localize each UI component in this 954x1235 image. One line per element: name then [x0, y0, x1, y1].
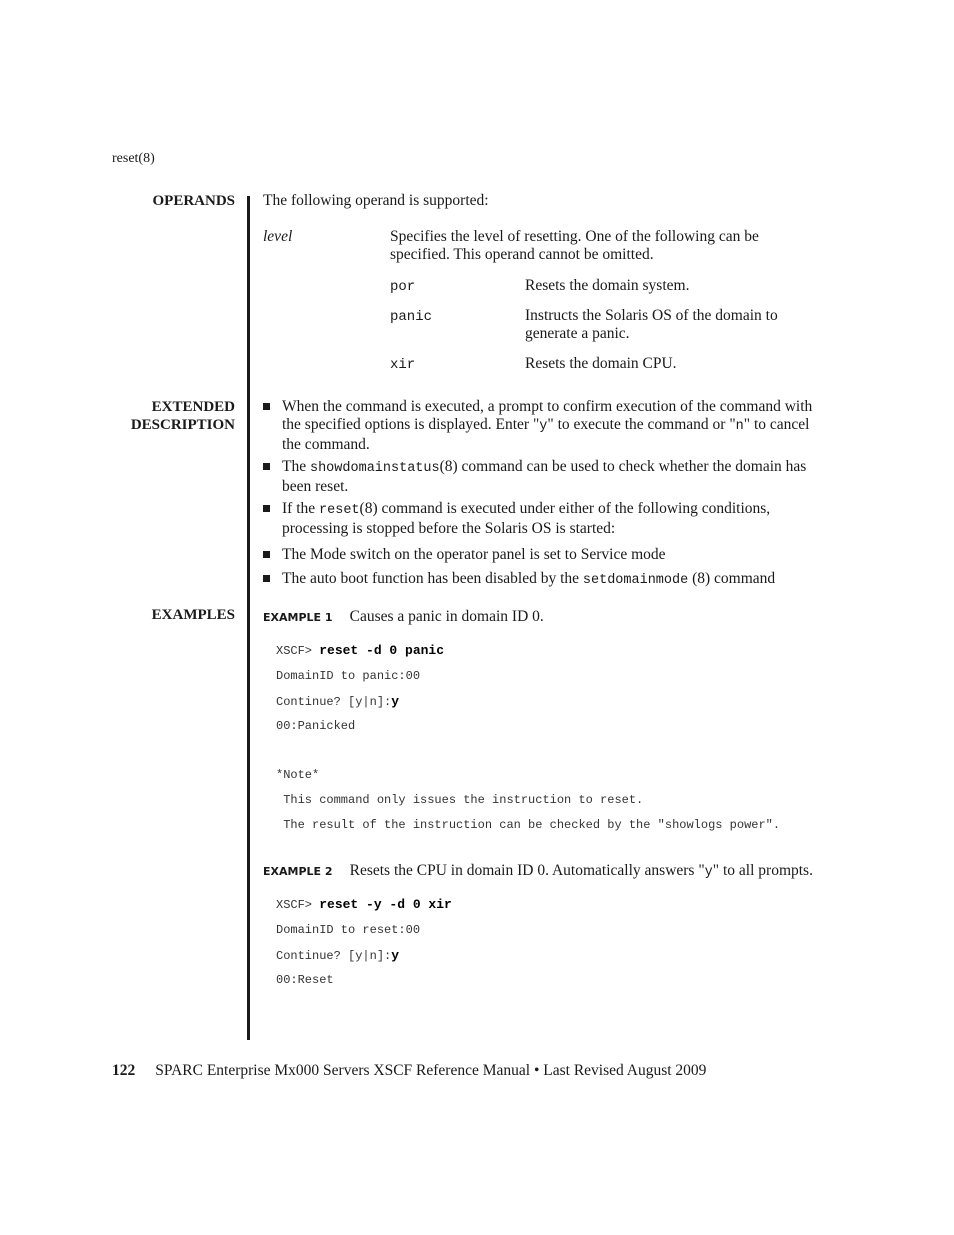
- bullet3-command: reset: [319, 503, 360, 518]
- level-value-xir-desc: Resets the domain CPU.: [525, 355, 677, 372]
- bullet-text: [282, 500, 827, 538]
- example-2-caption-y: y: [704, 865, 713, 880]
- level-value-xir: xir: [390, 357, 416, 373]
- bullet1-n-key: n: [735, 419, 744, 434]
- bullet1-text-c: " to cancel the command.: [282, 416, 810, 453]
- bullet2-text-a: The: [282, 458, 310, 475]
- bullet1-y-key: y: [539, 419, 548, 434]
- operand-level-description: Specifies the level of resetting. One of the following can be specified. This operand cannot be omitted.: [390, 228, 759, 263]
- example-2-caption-text: [350, 862, 813, 879]
- bullet1-text-a: When the command is executed, a prompt to confirm execution of the command with the specified options is displayed. Enter ": [282, 398, 813, 433]
- example-1-note-line2: The result of the instruction can be checked by the "showlogs power".: [276, 818, 781, 832]
- continue-answer: y: [391, 948, 400, 963]
- example-1-caption-text: Causes a panic in domain ID 0.: [349, 608, 544, 625]
- example-2-caption-a: Resets the CPU in domain ID 0. Automatically answers ": [349, 862, 705, 879]
- examples-heading: EXAMPLES: [151, 607, 235, 623]
- footer-text: SPARC Enterprise Mx000 Servers XSCF Reference Manual • Last Revised August 2009: [155, 1062, 707, 1079]
- bullet5-text-a: The auto boot function has been disabled by the: [282, 570, 583, 587]
- bullet2-command: showdomainstatus: [309, 461, 440, 476]
- operand-term-level: level: [263, 228, 293, 245]
- example-1-output-result: 00:Panicked: [276, 719, 356, 733]
- bullet2-text-b: (8) command can be used to check whether the domain has been reset.: [282, 458, 807, 495]
- example-2-label: EXAMPLE 2: [263, 865, 333, 878]
- bullet-square-icon: [263, 505, 270, 512]
- example-1-command: reset -d 0 panic: [319, 643, 445, 658]
- bullet-square-icon: [263, 551, 270, 558]
- shell-prompt: XSCF>: [276, 898, 320, 912]
- continue-prompt: Continue? [y|n]:: [276, 949, 392, 963]
- example-2-command-line: [276, 897, 452, 912]
- page-number: 122: [112, 1062, 136, 1079]
- continue-prompt: Continue? [y|n]:: [276, 695, 392, 709]
- bullet-square-icon: [263, 575, 270, 582]
- example-2-output-result: 00:Reset: [276, 973, 334, 987]
- example-2-caption-b: " to all prompts.: [712, 862, 813, 879]
- continue-answer: y: [391, 694, 400, 709]
- example-1-output-continue: [276, 694, 399, 709]
- section-divider-rule: [247, 196, 250, 1040]
- bullet5-text-b: (8) command: [688, 570, 776, 587]
- example-1-output-domainid: DomainID to panic:00: [276, 669, 421, 683]
- example-1-note-line1: This command only issues the instruction to reset.: [276, 793, 644, 807]
- shell-prompt: XSCF>: [276, 644, 320, 658]
- example-2-command: reset -y -d 0 xir: [319, 897, 452, 912]
- bullet-text: [282, 458, 827, 496]
- bullet-square-icon: [263, 463, 270, 470]
- example-2-output-continue: [276, 948, 399, 963]
- level-value-panic-desc: Instructs the Solaris OS of the domain to generate a panic.: [525, 307, 778, 342]
- example-1-command-line: [276, 643, 444, 658]
- operands-heading: OPERANDS: [152, 193, 235, 209]
- example-2-caption: [263, 860, 843, 882]
- bullet-square-icon: [263, 403, 270, 410]
- example-1-caption: [263, 606, 823, 626]
- bullet3-text-a: If the: [282, 500, 320, 517]
- bullet-text: [282, 398, 827, 454]
- bullet-text: [282, 570, 827, 590]
- level-value-por: por: [390, 279, 416, 295]
- page-footer: [112, 1062, 706, 1080]
- operands-intro: The following operand is supported:: [263, 192, 489, 209]
- level-value-por-desc: Resets the domain system.: [525, 277, 690, 294]
- example-1-note-heading: *Note*: [276, 768, 320, 782]
- bullet3-text-b: (8) command is executed under either of the following conditions, processing is stopped before the Solaris OS is started:: [282, 500, 771, 537]
- bullet1-text-b: " to execute the command or ": [547, 416, 736, 433]
- example-1-label: EXAMPLE 1: [263, 611, 333, 624]
- extended-heading-line2: DESCRIPTION: [130, 417, 235, 433]
- example-2-output-domainid: DomainID to reset:00: [276, 923, 421, 937]
- extended-heading-line1: EXTENDED: [151, 399, 235, 415]
- bullet-text: The Mode switch on the operator panel is set to Service mode: [282, 546, 666, 563]
- bullet5-command: setdomainmode: [582, 573, 689, 588]
- running-head: reset(8): [112, 151, 155, 166]
- extended-description-heading: [90, 398, 235, 434]
- level-value-panic: panic: [390, 309, 433, 325]
